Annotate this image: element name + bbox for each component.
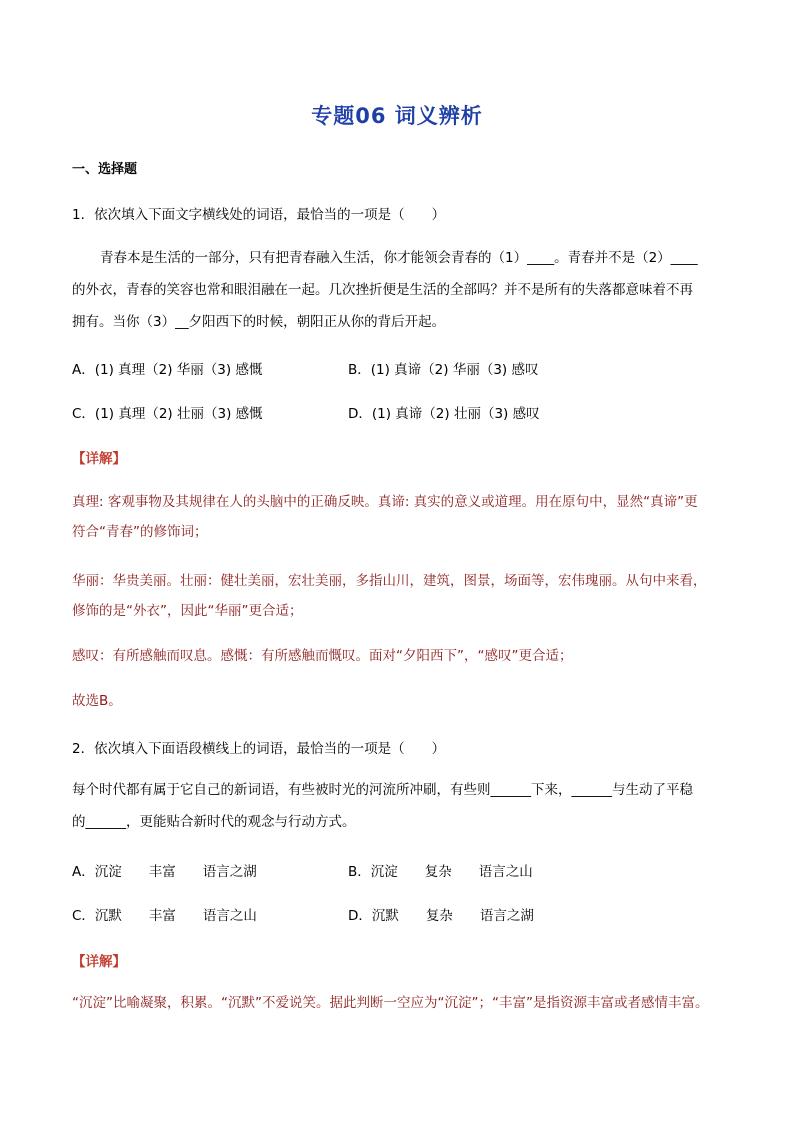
question-1-stem: 1．依次填入下面文字横线处的词语，最恰当的一项是（ ） bbox=[72, 207, 446, 223]
question-2-stem: 2．依次填入下面语段横线上的词语，最恰当的一项是（ ） bbox=[72, 741, 446, 757]
question-2-option-b: B．沉淀 复杂 语言之山 bbox=[348, 864, 533, 880]
question-1-conclusion: 故选B。 bbox=[72, 693, 122, 709]
question-2-passage-line: 每个时代都有属于它自己的新词语，有些被时光的河流所冲刷，有些则______下来，______与生动了平稳 bbox=[72, 782, 693, 798]
question-1-passage-line: 青春本是生活的一部分，只有把青春融入生活，你才能领会青春的（1）____。青春并不是（2）____ bbox=[100, 250, 698, 266]
question-1-option-d: D．(1) 真谛（2) 壮丽（3) 感叹 bbox=[348, 406, 540, 422]
question-1-explanation-line: 感叹：有所感触而叹息。感慨：有所感触而慨叹。面对“夕阳西下”，“感叹”更合适； bbox=[72, 648, 573, 664]
question-1-option-c: C．(1) 真理（2) 壮丽（3) 感慨 bbox=[72, 406, 263, 422]
question-2-explanation-line: “沉淀”比喻凝聚，积累。“沉默”不爱说笑。据此判断一空应为“沉淀”；“丰富”是指资源丰富或者感情丰富。 bbox=[72, 995, 709, 1011]
question-1-explanation-line: 符合“青春”的修饰词； bbox=[72, 524, 208, 540]
question-2-passage-line: 的______，更能贴合新时代的观念与行动方式。 bbox=[72, 814, 356, 830]
question-1-option-b: B．(1) 真谛（2) 华丽（3) 感叹 bbox=[348, 362, 539, 378]
question-1-explanation-line: 华丽：华贵美丽。壮丽：健壮美丽，宏壮美丽，多指山川，建筑，图景，场面等，宏伟瑰丽。从句中来看， bbox=[72, 573, 707, 589]
question-1-passage-line: 拥有。当你（3）__夕阳西下的时候，朝阳正从你的背后开起。 bbox=[72, 314, 446, 330]
question-2-option-a: A．沉淀 丰富 语言之湖 bbox=[72, 864, 257, 880]
section-heading: 一、选择题 bbox=[72, 162, 138, 177]
question-2-option-d: D．沉默 复杂 语言之湖 bbox=[348, 908, 534, 924]
question-1-detail-label: 【详解】 bbox=[72, 451, 126, 467]
question-1-passage-line: 的外衣，青春的笑容也常和眼泪融在一起。几次挫折便是生活的全部吗？并不是所有的失落都意味着不再 bbox=[72, 282, 693, 298]
question-1-option-a: A．(1) 真理（2) 华丽（3) 感慨 bbox=[72, 362, 263, 378]
question-1-explanation-line: 修饰的是“外衣”，因此“华丽”更合适； bbox=[72, 603, 303, 619]
question-2-detail-label: 【详解】 bbox=[72, 954, 126, 970]
page-title: 专题06 词义辨析 bbox=[311, 104, 483, 128]
question-2-option-c: C．沉默 丰富 语言之山 bbox=[72, 908, 257, 924]
question-1-explanation-line: 真理: 客观事物及其规律在人的头脑中的正确反映。真谛: 真实的意义或道理。用在原句中，显然“真谛”更 bbox=[72, 494, 698, 510]
